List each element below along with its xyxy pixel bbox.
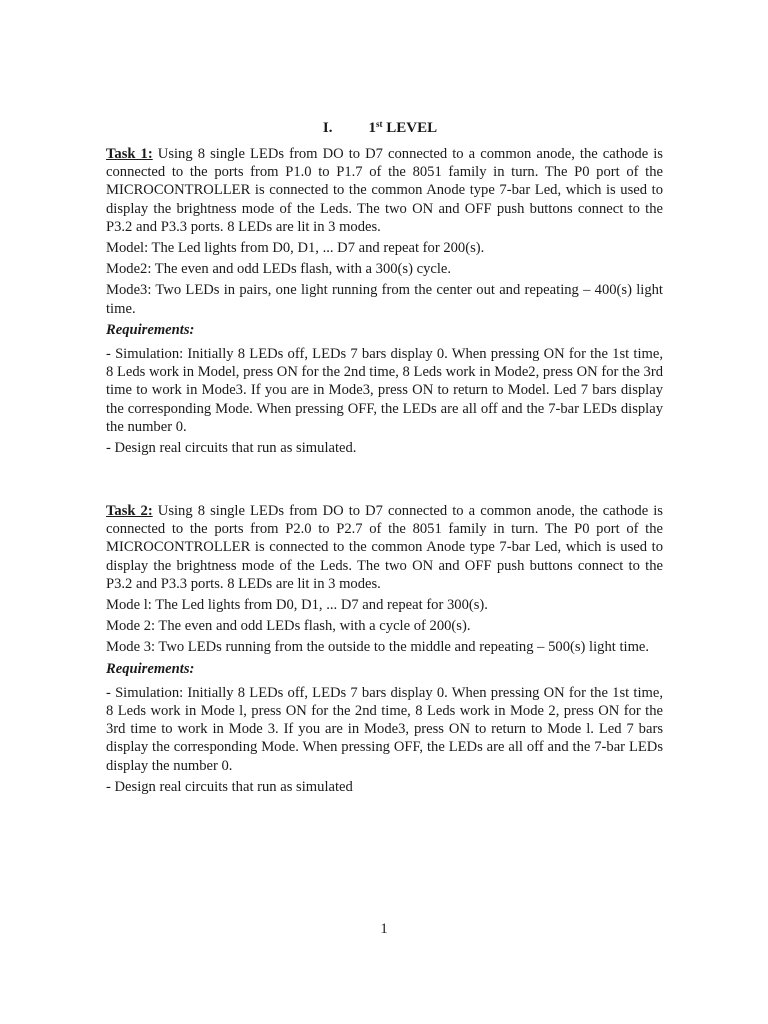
task1-mode1: Model: The Led lights from D0, D1, ... D7 and repeat for 200(s).: [106, 240, 485, 257]
task2-requirements-label: Requirements:: [106, 660, 195, 677]
section-number: I.: [322, 120, 333, 136]
task1-mode2: Mode2: The even and odd LEDs flash, with a 300(s) cycle.: [106, 261, 452, 278]
task2-intro-paragraph: [106, 502, 663, 593]
task1-simulation: - Simulation: Initially 8 LEDs off, LEDs 7 bars display 0. When pressing ON for the 1st time, 8 Leds work in Model, press ON for the 2nd time, 8 Leds work in Mode2, press ON for the 3rd time to work in Mode3. If you are in Mode3, press ON to return to Model. Led 7 bars display the corresponding Mode. When pressing OFF, the LEDs are all off and the 7-bar LEDs display the number 0.: [106, 346, 663, 435]
page-number: 1: [380, 921, 388, 937]
section-title: LEVEL: [382, 120, 438, 136]
task1-intro-paragraph: [106, 145, 663, 236]
section-heading: [0, 119, 768, 137]
task1-intro-text: Using 8 single LEDs from DO to D7 connected to a common anode, the cathode is connected to the ports from P1.0 to P1.7 of the 8051 family in turn. The P0 port of the MICROCONTROLLER is connected to the common Anode type 7-bar Led, which is used to display the brightness mode of the Leds. The two ON and OFF push buttons connect to the P3.2 and P3.3 ports. 8 LEDs are lit in 3 modes.: [106, 146, 663, 235]
task2-label: Task 2:: [106, 503, 153, 519]
task2-simulation: - Simulation: Initially 8 LEDs off, LEDs 7 bars display 0. When pressing ON for the 1st time, 8 Leds work in Mode l, press ON for the 2nd time, 8 Leds work in Mode 2, press ON for the 3rd time to work in Mode 3. If you are in Mode3, press ON to return to Mode l. Led 7 bars display the corresponding Mode. When pressing OFF, the LEDs are all off and the 7-bar LEDs display the number 0.: [106, 684, 663, 774]
task2-mode1: Mode l: The Led lights from D0, D1, ... D7 and repeat for 300(s).: [106, 597, 488, 614]
task1-design: - Design real circuits that run as simulated.: [106, 440, 357, 457]
task2-design: - Design real circuits that run as simulated: [106, 778, 353, 795]
section-ordinal-suffix: st: [375, 119, 383, 129]
task1-requirements-label: Requirements:: [106, 321, 195, 338]
task1-label: Task 1:: [106, 146, 153, 162]
section-ordinal: 1: [368, 120, 376, 136]
task1-mode3: Mode3: Two LEDs in pairs, one light running from the center out and repeating – 400(s) light time.: [106, 282, 663, 317]
task2-mode2: Mode 2: The even and odd LEDs flash, with a cycle of 200(s).: [106, 618, 471, 635]
task2-block: [106, 502, 663, 796]
task2-mode3: Mode 3: Two LEDs running from the outside to the middle and repeating – 500(s) light time.: [106, 639, 650, 656]
task2-intro-text: Using 8 single LEDs from DO to D7 connected to a common anode, the cathode is connected to the ports from P2.0 to P2.7 of the 8051 family in turn. The P0 port of the MICROCONTROLLER is connected to the common Anode type 7-bar Led, which is used to display the brightness mode of the Leds. The two ON and OFF push buttons connect to the P3.2 and P3.3 ports. 8 LEDs are lit in 3 modes.: [106, 503, 663, 592]
task1-block: [106, 145, 663, 457]
